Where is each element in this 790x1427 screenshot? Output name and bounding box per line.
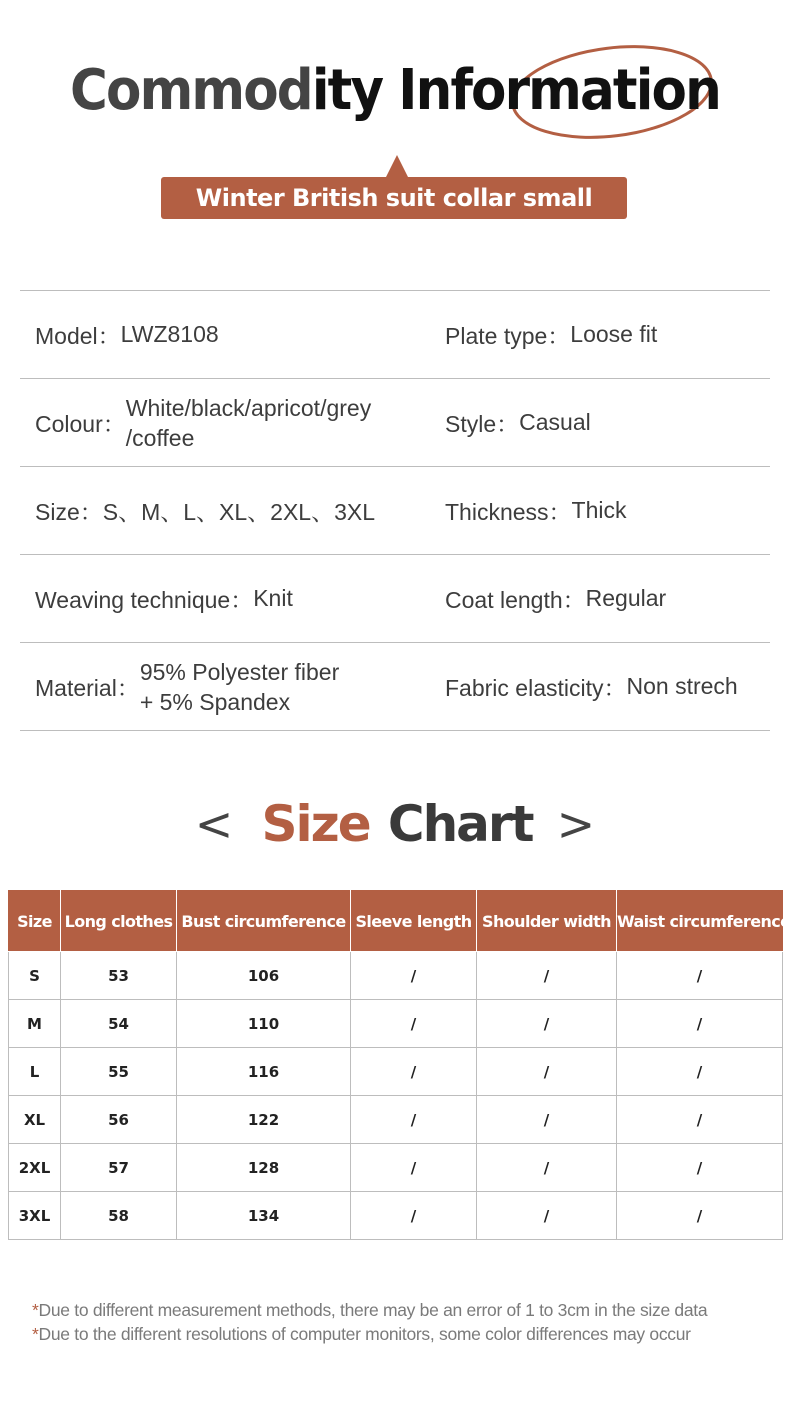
notes — [32, 1298, 772, 1346]
table-row — [9, 1048, 783, 1096]
table-cell: / — [477, 1192, 617, 1240]
spec-row — [20, 467, 770, 555]
table-cell: / — [351, 1000, 477, 1048]
spec-row — [20, 379, 770, 467]
spec-cell-right — [445, 643, 770, 730]
spec-value — [572, 497, 627, 524]
table-cell: / — [351, 1144, 477, 1192]
spec-label: Weaving technique： — [35, 587, 254, 613]
spec-value — [626, 673, 737, 700]
size-chart-heading — [0, 795, 790, 865]
size-table-column-header: Long clothes — [61, 891, 177, 952]
table-cell: / — [351, 1048, 477, 1096]
note-text: Due to the different resolutions of computer monitors, some color differences may occur — [38, 1324, 691, 1344]
spec-value-line: Casual — [519, 409, 591, 435]
spec-cell-left — [35, 467, 435, 554]
table-cell: 3XL — [9, 1192, 61, 1240]
spec-value-line: /coffee — [125, 424, 195, 451]
note-text: Due to different measurement methods, there may be an error of 1 to 3cm in the size data — [38, 1300, 708, 1320]
table-cell: / — [617, 1192, 783, 1240]
note-line — [32, 1298, 772, 1322]
spec-label: Plate type： — [445, 323, 571, 349]
page-title-part-1: Commod — [70, 58, 312, 123]
spec-value-line: Non strech — [626, 673, 738, 699]
table-cell: 134 — [177, 1192, 351, 1240]
spec-value-line: S、M、L、XL、2XL、3XL — [102, 499, 376, 525]
table-cell: 2XL — [9, 1144, 61, 1192]
table-cell: 55 — [61, 1048, 177, 1096]
table-cell: 58 — [61, 1192, 177, 1240]
table-cell: L — [9, 1048, 61, 1096]
size-table-column-header: Waist circumference — [617, 891, 783, 952]
table-row — [9, 1096, 783, 1144]
spec-label: Thickness： — [445, 499, 572, 525]
spec-value-line: 95% Polyester fiber — [139, 658, 340, 685]
table-cell: / — [617, 1144, 783, 1192]
asterisk-icon: * — [32, 1324, 39, 1344]
note-line — [32, 1322, 772, 1346]
spec-cell-right — [445, 379, 770, 466]
table-cell: / — [617, 952, 783, 1000]
table-cell: / — [477, 952, 617, 1000]
table-cell: 54 — [61, 1000, 177, 1048]
size-table-column-header: Shoulder width — [477, 891, 617, 952]
title-block — [0, 40, 790, 150]
subtitle-badge-pointer — [386, 155, 408, 177]
spec-label: Coat length： — [445, 587, 586, 613]
spec-value — [253, 585, 293, 612]
page-title-part-2: ity Information — [311, 58, 720, 123]
size-table-column-header: Sleeve length — [351, 891, 477, 952]
product-name-badge: Winter British suit collar small jacket — [161, 177, 627, 219]
table-cell: / — [617, 1000, 783, 1048]
spec-label: Material： — [35, 675, 140, 701]
spec-value — [586, 585, 667, 612]
table-cell: 116 — [177, 1048, 351, 1096]
spec-value-line: White/black/apricot/grey — [125, 394, 372, 421]
table-cell: / — [617, 1096, 783, 1144]
spec-label: Model： — [35, 323, 121, 349]
table-cell: / — [351, 1192, 477, 1240]
table-cell: / — [351, 1096, 477, 1144]
page-title — [32, 58, 759, 123]
spec-cell-right — [445, 555, 770, 642]
spec-label: Fabric elasticity： — [445, 675, 627, 701]
size-table — [8, 890, 790, 1240]
table-cell: M — [9, 1000, 61, 1048]
size-chart-title-accent: Size — [261, 795, 370, 853]
spec-value — [121, 321, 219, 348]
table-cell: 57 — [61, 1144, 177, 1192]
table-cell: 56 — [61, 1096, 177, 1144]
table-row — [9, 1192, 783, 1240]
table-cell: / — [477, 1048, 617, 1096]
table-cell: 128 — [177, 1144, 351, 1192]
table-row — [9, 1000, 783, 1048]
size-chart-title-rest: Chart — [387, 795, 533, 853]
spec-label: Size： — [35, 499, 103, 525]
size-table-column-header: Size — [9, 891, 61, 952]
spec-value-line: Regular — [585, 585, 667, 611]
spec-cell-left — [35, 643, 435, 730]
spec-row — [20, 555, 770, 643]
spec-table — [20, 290, 770, 731]
spec-cell-left — [35, 291, 435, 378]
table-cell: / — [477, 1000, 617, 1048]
spec-cell-right — [445, 291, 770, 378]
spec-value-line: + 5% Spandex — [139, 688, 291, 715]
table-cell: 106 — [177, 952, 351, 1000]
table-cell: / — [477, 1096, 617, 1144]
size-table-header-row — [9, 891, 783, 952]
bracket-right: > — [556, 797, 596, 851]
spec-value-line: Thick — [571, 497, 627, 523]
spec-value-line: Loose fit — [570, 321, 658, 347]
table-row — [9, 952, 783, 1000]
asterisk-icon: * — [32, 1300, 39, 1320]
bracket-left: < — [194, 797, 234, 851]
size-table-column-header: Bust circumference — [177, 891, 351, 952]
spec-value — [103, 494, 375, 527]
spec-row — [20, 291, 770, 379]
spec-value — [519, 409, 591, 436]
spec-value-line: LWZ8108 — [120, 321, 219, 347]
spec-value — [140, 657, 339, 717]
spec-label: Style： — [445, 411, 520, 437]
table-cell: / — [351, 952, 477, 1000]
table-cell: 53 — [61, 952, 177, 1000]
table-cell: S — [9, 952, 61, 1000]
spec-value-line: Knit — [253, 585, 293, 611]
table-cell: XL — [9, 1096, 61, 1144]
spec-row — [20, 643, 770, 731]
spec-cell-right — [445, 467, 770, 554]
spec-value — [570, 321, 657, 348]
spec-label: Colour： — [35, 411, 126, 437]
table-cell: / — [477, 1144, 617, 1192]
spec-cell-left — [35, 555, 435, 642]
spec-value — [126, 393, 371, 453]
table-cell: 110 — [177, 1000, 351, 1048]
table-row — [9, 1144, 783, 1192]
table-cell: / — [617, 1048, 783, 1096]
table-cell: 122 — [177, 1096, 351, 1144]
spec-cell-left — [35, 379, 435, 466]
